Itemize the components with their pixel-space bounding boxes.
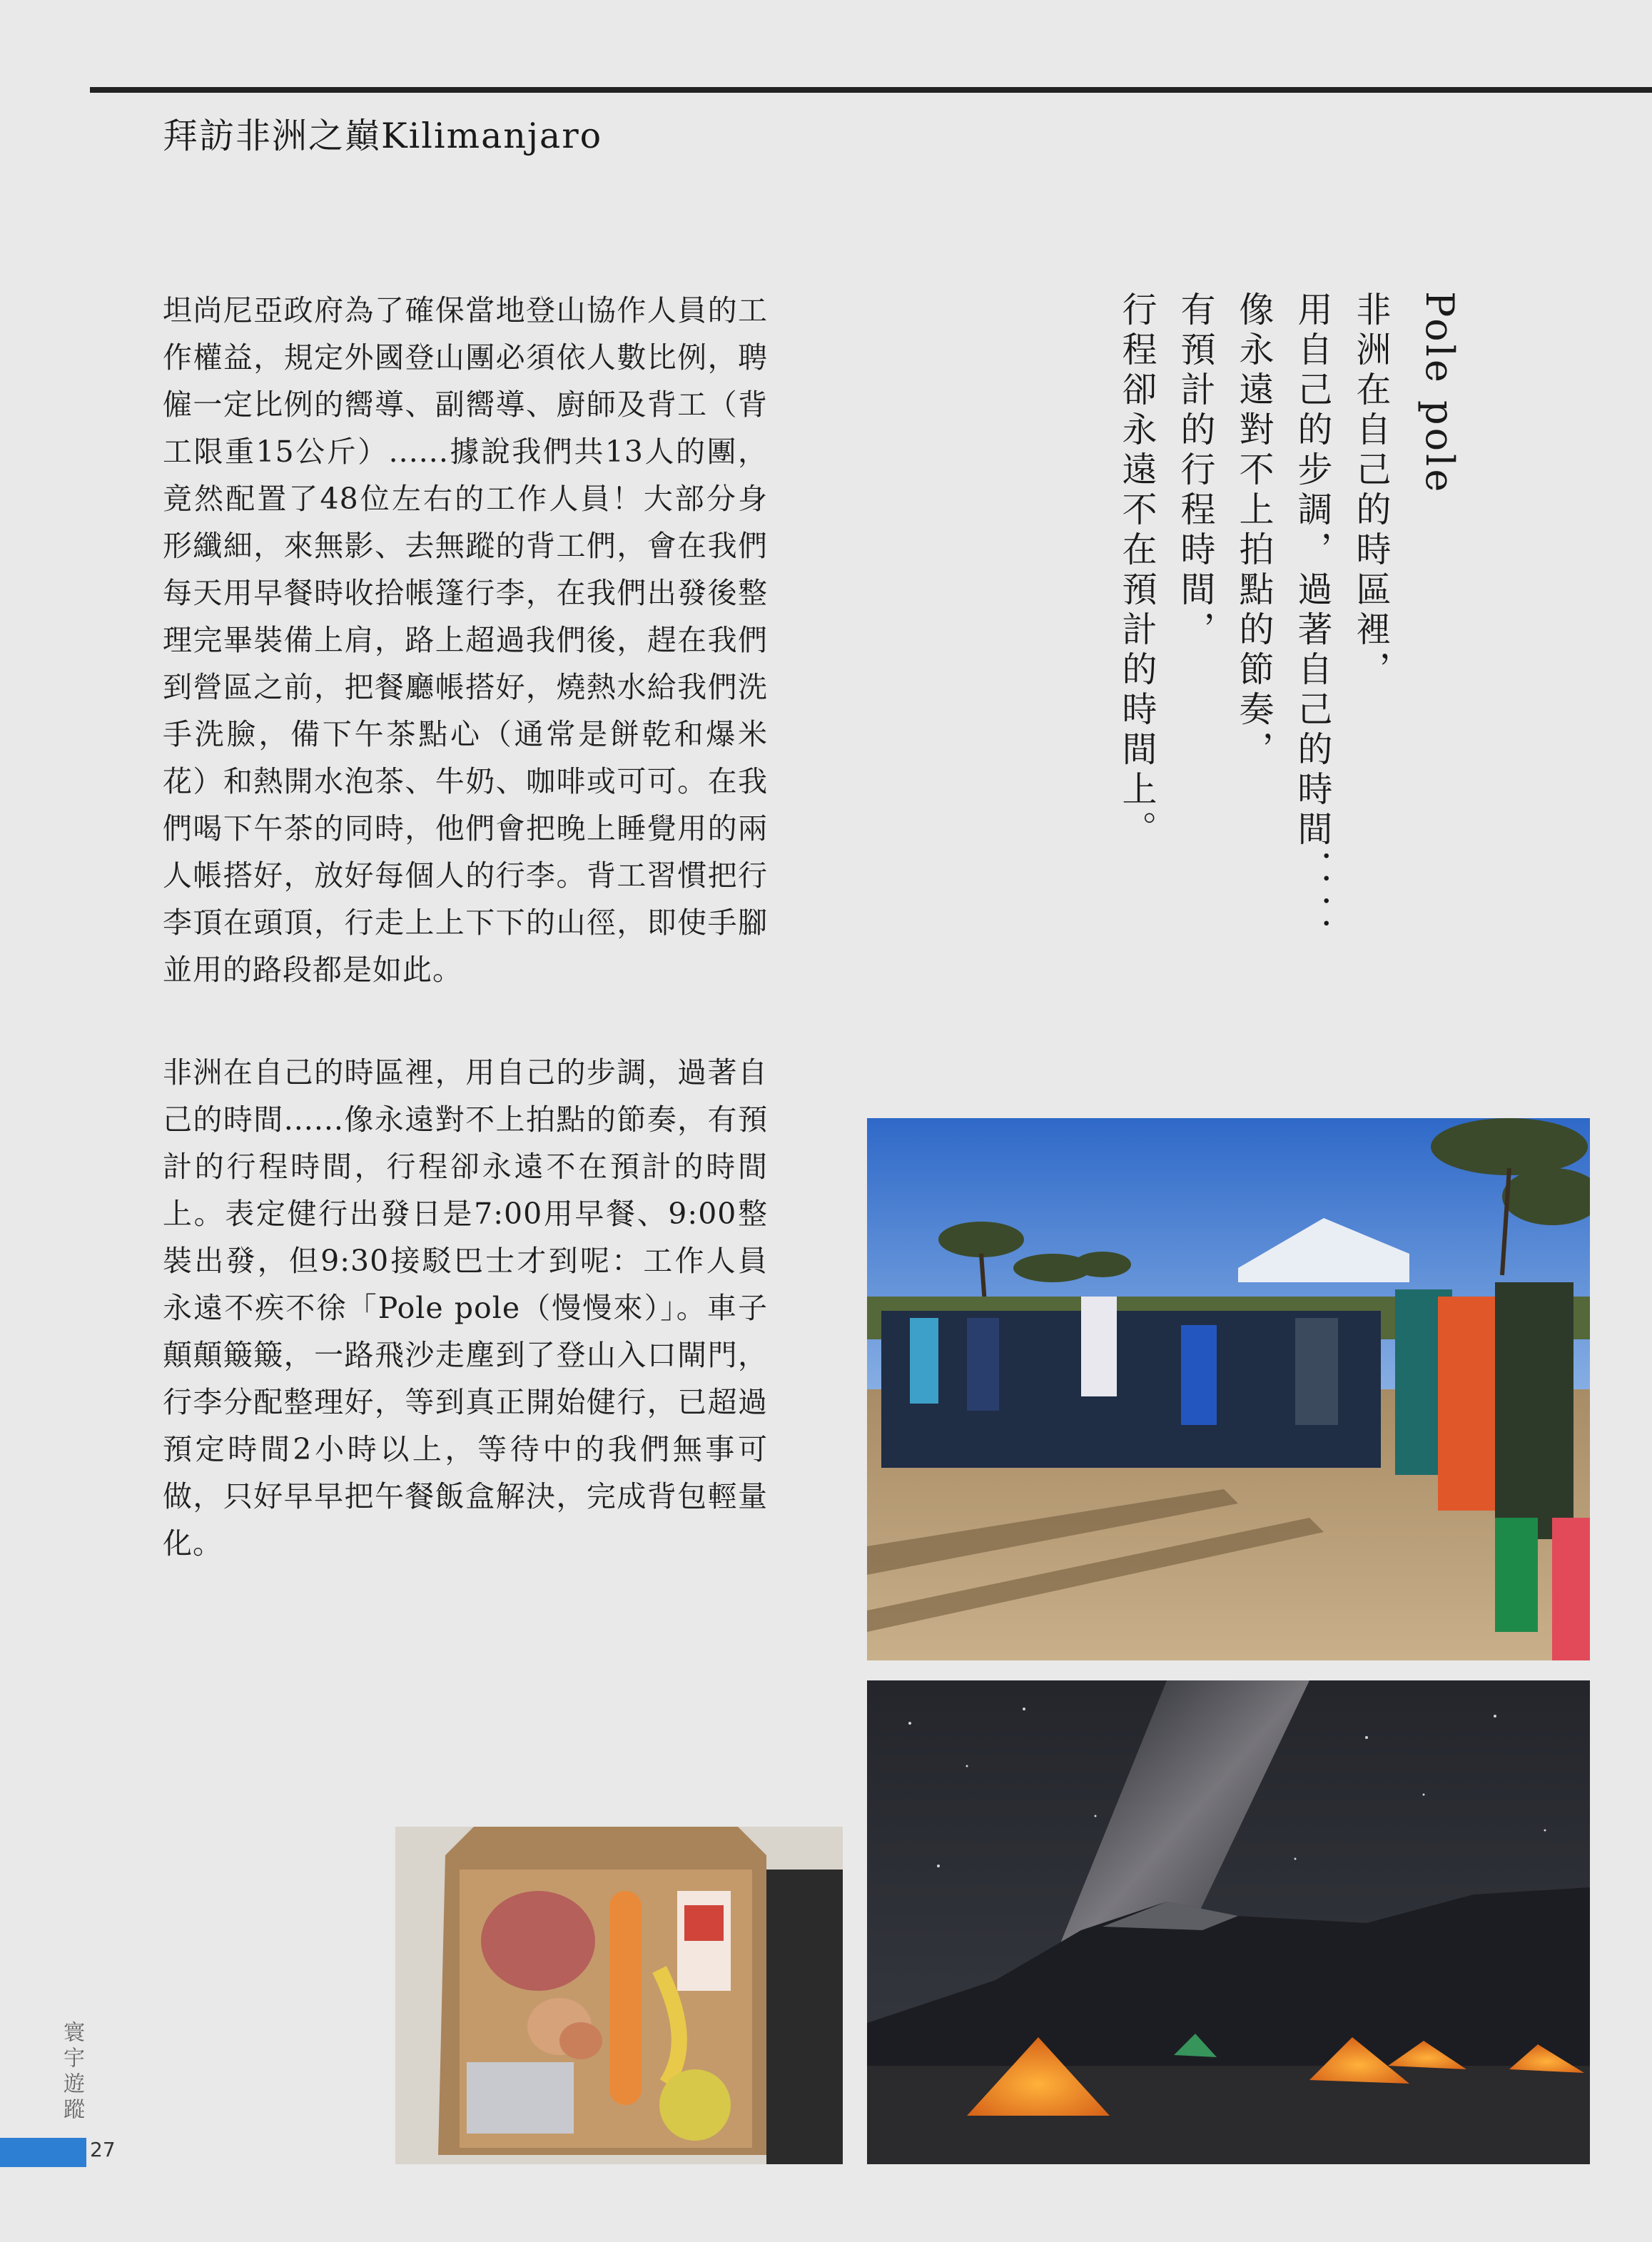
pull-quote: [1117, 291, 1462, 976]
article-paragraph-1: 坦尚尼亞政府為了確保當地登山協作人員的工作權益，規定外國登山團必須依人數比例，聘僱一定比例的嚮導、副嚮導、廚師及背工（背工限重15公斤）......據說我們共13人的團，竟然配置了48位左右的工作人員！大部分身形纖細，來無影、去無蹤的背工們，會在我們每天用早餐時收拾帳篷行李，在我們出發後整理完畢裝備上肩，路上超過我們後，趕在我們到營區之前，把餐廳帳搭好，燒熱水給我們洗手洗臉，備下午茶點心（通常是餅乾和爆米花）和熱開水泡茶、牛奶、咖啡或可可。在我們喝下午茶的同時，他們會把晚上睡覺用的兩人帳搭好，放好每個人的行李。背工習慣把行李頂在頭頂，行走上上下下的山徑，即使手腳並用的路段都是如此。: [163, 293, 768, 987]
pull-quote-line: 非洲在自己的時區裡，: [1351, 291, 1392, 691]
pull-quote-line: 用自己的步調，過著自己的時間．．．．: [1292, 291, 1333, 958]
page-title: 拜訪非洲之巔Kilimanjaro: [163, 116, 603, 156]
header-rule: [90, 87, 1652, 93]
pull-quote-line: 有預計的行程時間，: [1175, 291, 1216, 651]
porters-group-photo: [867, 1118, 1590, 1660]
pull-quote-line: 行程卻永遠不在預計的時間上。: [1117, 291, 1157, 851]
pull-quote-line: 像永遠對不上拍點的節奏，: [1234, 291, 1275, 771]
night-camp-photo: [867, 1680, 1590, 2164]
lunch-box-photo: [395, 1827, 843, 2164]
page-number: 27: [90, 2138, 116, 2161]
pull-quote-heading: Pole pole: [1417, 291, 1462, 495]
article-paragraph-2: 非洲在自己的時區裡，用自己的步調，過著自己的時間......像永遠對不上拍點的節奏，有預計的行程時間，行程卻永遠不在預計的時間上。表定健行出發日是7:00用早餐、9:00整裝出發，但9:30接駁巴士才到呢：工作人員永遠不疾不徐「Pole pole（慢慢來）」。車子顛顛簸簸，一路飛沙走塵到了登山入口閘門，行李分配整理好，等到真正開始健行，已超過預定時間2小時以上，等待中的我們無事可做，只好早早把午餐飯盒解決，完成背包輕量化。: [163, 1055, 768, 1561]
page-accent-bar: [0, 2138, 86, 2167]
magazine-mark: 寰宇遊蹤: [59, 2021, 84, 2124]
